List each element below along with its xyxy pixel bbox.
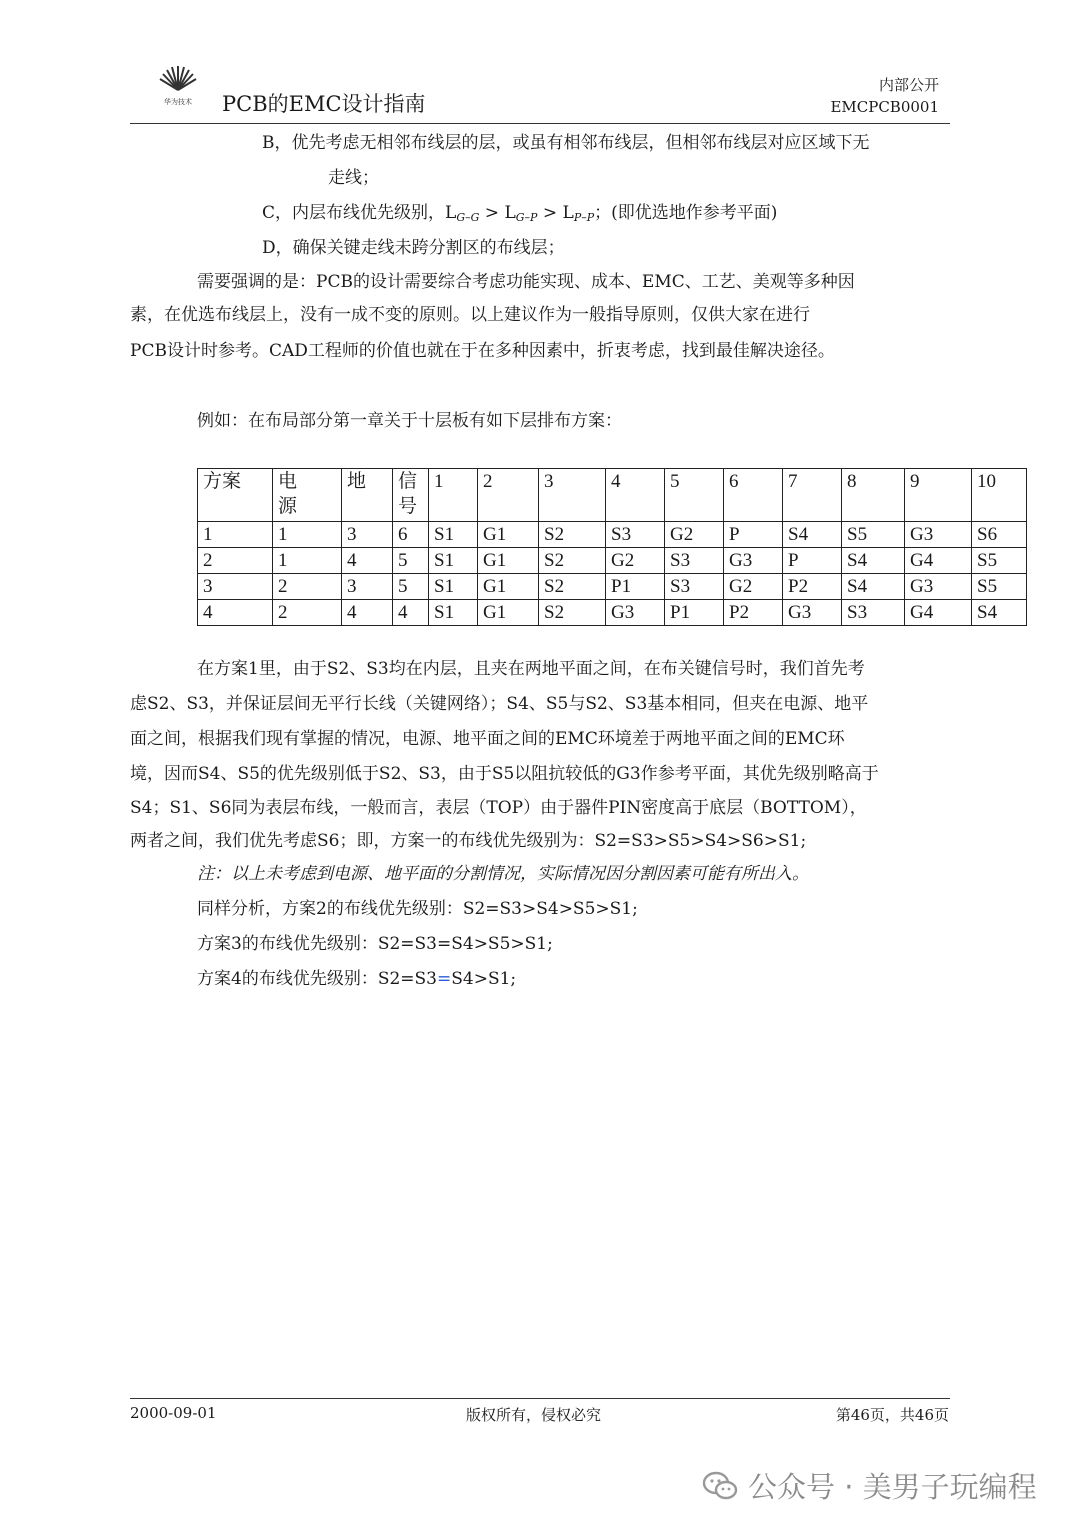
rule-c-line — [262, 201, 777, 230]
table-cell: S2 — [539, 522, 606, 548]
table-cell: G1 — [478, 600, 539, 626]
document-title: PCB的EMC设计指南 — [222, 92, 426, 116]
footer-page-number: 第46页，共46页 — [835, 1406, 949, 1424]
table-cell: S2 — [539, 600, 606, 626]
table-cell: S1 — [429, 522, 478, 548]
analysis-line-4: 境，因而S4、S5的优先级别低于S2、S3，由于S5以阻抗较低的G3作参考平面，其优先级别略高于 — [130, 764, 879, 784]
table-header-cell: 信 号 — [393, 469, 429, 522]
rule-b-line-1: B，优先考虑无相邻布线层的层，或虽有相邻布线层，但相邻布线层对应区域下无 — [262, 133, 870, 153]
table-cell: P2 — [724, 600, 783, 626]
table-cell: 3 — [342, 522, 393, 548]
table-cell: S3 — [606, 522, 665, 548]
table-cell: G3 — [724, 548, 783, 574]
analysis-line-3: 面之间，根据我们现有掌握的情况，电源、地平面之间的EMC环境差于两地平面之间的EMC环 — [130, 729, 845, 749]
scheme2-priority: 同样分析，方案2的布线优先级别：S2=S3>S4>S5>S1; — [197, 899, 638, 919]
scheme4-priority — [197, 967, 516, 991]
table-cell: 2 — [273, 600, 342, 626]
footer-date: 2000-09-01 — [130, 1404, 217, 1422]
rule-c-prefix: C，内层布线优先级别， — [262, 203, 446, 223]
note-line-3: PCB设计时参考。CAD工程师的价值也就在于在多种因素中，折衷考虑，找到最佳解决途径。 — [130, 341, 835, 361]
table-cell: P1 — [665, 600, 724, 626]
footer-copyright: 版权所有，侵权必究 — [466, 1406, 602, 1424]
table-cell: S5 — [842, 522, 905, 548]
table-cell: 2 — [273, 574, 342, 600]
table-cell: 3 — [198, 574, 273, 600]
example-intro: 例如：在布局部分第一章关于十层板有如下层排布方案： — [197, 411, 622, 431]
wechat-icon — [702, 1471, 738, 1508]
table-cell: 4 — [393, 600, 429, 626]
table-cell: G3 — [905, 574, 972, 600]
table-cell: P2 — [783, 574, 842, 600]
table-cell: G2 — [724, 574, 783, 600]
note-line-1: 需要强调的是：PCB的设计需要综合考虑功能实现、成本、EMC、工艺、美观等多种因 — [197, 272, 855, 292]
table-header-cell: 7 — [783, 469, 842, 522]
document-id: EMCPCB0001 — [830, 98, 939, 116]
table-cell: 4 — [342, 548, 393, 574]
table-header-cell: 4 — [606, 469, 665, 522]
table-cell: S2 — [539, 574, 606, 600]
table-cell: 4 — [198, 600, 273, 626]
subscript-gg: G–G — [456, 211, 480, 224]
table-cell: S3 — [665, 548, 724, 574]
note-line-2: 素，在优选布线层上，没有一成不变的原则。以上建议作为一般指导原则，仅供大家在进行 — [130, 305, 810, 325]
table-cell: G2 — [665, 522, 724, 548]
watermark-text: 公众号 · 美男子玩编程 — [748, 1470, 1037, 1504]
table-cell: G1 — [478, 574, 539, 600]
scheme4-part-a: 方案4的布线优先级别：S2=S3 — [197, 969, 437, 989]
table-cell: G1 — [478, 548, 539, 574]
analysis-line-1: 在方案1里，由于S2、S3均在内层，且夹在两地平面之间，在布关键信号时，我们首先考 — [197, 659, 865, 679]
table-cell: 1 — [273, 548, 342, 574]
table-cell: S5 — [972, 574, 1027, 600]
table-row — [198, 522, 1027, 548]
rule-c-suffix: ；(即优选地作参考平面) — [594, 203, 778, 223]
layer-scheme-table — [197, 468, 1027, 626]
rule-d-line: D，确保关键走线未跨分割区的布线层； — [262, 238, 565, 258]
table-header-cell: 地 — [342, 469, 393, 522]
table-header-cell: 10 — [972, 469, 1027, 522]
logo-text: 华为技术 — [164, 98, 192, 106]
header-rule — [130, 123, 950, 124]
scheme3-priority: 方案3的布线优先级别：S2=S3=S4>S5>S1; — [197, 934, 553, 954]
table-cell: 5 — [393, 548, 429, 574]
table-header-cell: 3 — [539, 469, 606, 522]
table-cell: S1 — [429, 574, 478, 600]
watermark — [702, 1465, 1037, 1508]
table-cell: 3 — [342, 574, 393, 600]
company-logo — [154, 60, 202, 108]
table-cell: S5 — [972, 548, 1027, 574]
table-cell: G4 — [905, 600, 972, 626]
rule-b-line-2: 走线； — [328, 168, 379, 188]
gt-2: > — [537, 203, 563, 223]
table-cell: G1 — [478, 522, 539, 548]
scheme4-equals: = — [436, 969, 452, 989]
table-row — [198, 574, 1027, 600]
table-header-cell: 5 — [665, 469, 724, 522]
analysis-line-5: S4；S1、S6同为表层布线，一般而言，表层（TOP）由于器件PIN密度高于底层（BOTTOM）， — [130, 798, 867, 818]
table-cell: P1 — [606, 574, 665, 600]
table-cell: 1 — [273, 522, 342, 548]
table-header-cell: 1 — [429, 469, 478, 522]
table-cell: P — [724, 522, 783, 548]
table-cell: 2 — [198, 548, 273, 574]
subscript-pp: P–P — [573, 211, 595, 224]
table-cell: 1 — [198, 522, 273, 548]
table-cell: G2 — [606, 548, 665, 574]
table-cell: S6 — [972, 522, 1027, 548]
table-cell: S2 — [539, 548, 606, 574]
table-header-cell: 方案 — [198, 469, 273, 522]
table-cell: P — [783, 548, 842, 574]
symbol-l: L — [445, 203, 457, 223]
header-meta — [830, 74, 939, 118]
table-cell: S4 — [842, 548, 905, 574]
table-cell: G4 — [905, 548, 972, 574]
table-cell: S3 — [665, 574, 724, 600]
table-cell: S1 — [429, 548, 478, 574]
table-cell: S4 — [842, 574, 905, 600]
table-cell: S4 — [972, 600, 1027, 626]
table-header-cell: 电 源 — [273, 469, 342, 522]
table-cell: S4 — [783, 522, 842, 548]
table-header-cell: 8 — [842, 469, 905, 522]
table-cell: G3 — [783, 600, 842, 626]
gt-1: > — [479, 203, 505, 223]
table-cell: G3 — [905, 522, 972, 548]
scheme4-part-b: S4>S1; — [451, 969, 517, 989]
footer-rule — [130, 1398, 950, 1399]
table-cell: 4 — [342, 600, 393, 626]
table-cell: S1 — [429, 600, 478, 626]
subscript-gp: G–P — [515, 211, 538, 224]
table-header-row — [198, 469, 1027, 522]
table-row — [198, 600, 1027, 626]
italic-note: 注：以上未考虑到电源、地平面的分割情况，实际情况因分割因素可能有所出入。 — [197, 864, 809, 884]
table-header-cell: 9 — [905, 469, 972, 522]
table-cell: 6 — [393, 522, 429, 548]
table-cell: G3 — [606, 600, 665, 626]
analysis-line-6: 两者之间，我们优先考虑S6；即，方案一的布线优先级别为：S2=S3>S5>S4>S6>S1; — [130, 831, 807, 851]
table-cell: S3 — [842, 600, 905, 626]
symbol-l: L — [504, 203, 516, 223]
table-header-cell: 6 — [724, 469, 783, 522]
table-cell: 5 — [393, 574, 429, 600]
table-row — [198, 548, 1027, 574]
table-header-cell: 2 — [478, 469, 539, 522]
analysis-line-2: 虑S2、S3，并保证层间无平行长线（关键网络）；S4、S5与S2、S3基本相同，但夹在电源、地平 — [130, 694, 869, 714]
symbol-l: L — [562, 203, 574, 223]
classification-label: 内部公开 — [878, 76, 939, 94]
